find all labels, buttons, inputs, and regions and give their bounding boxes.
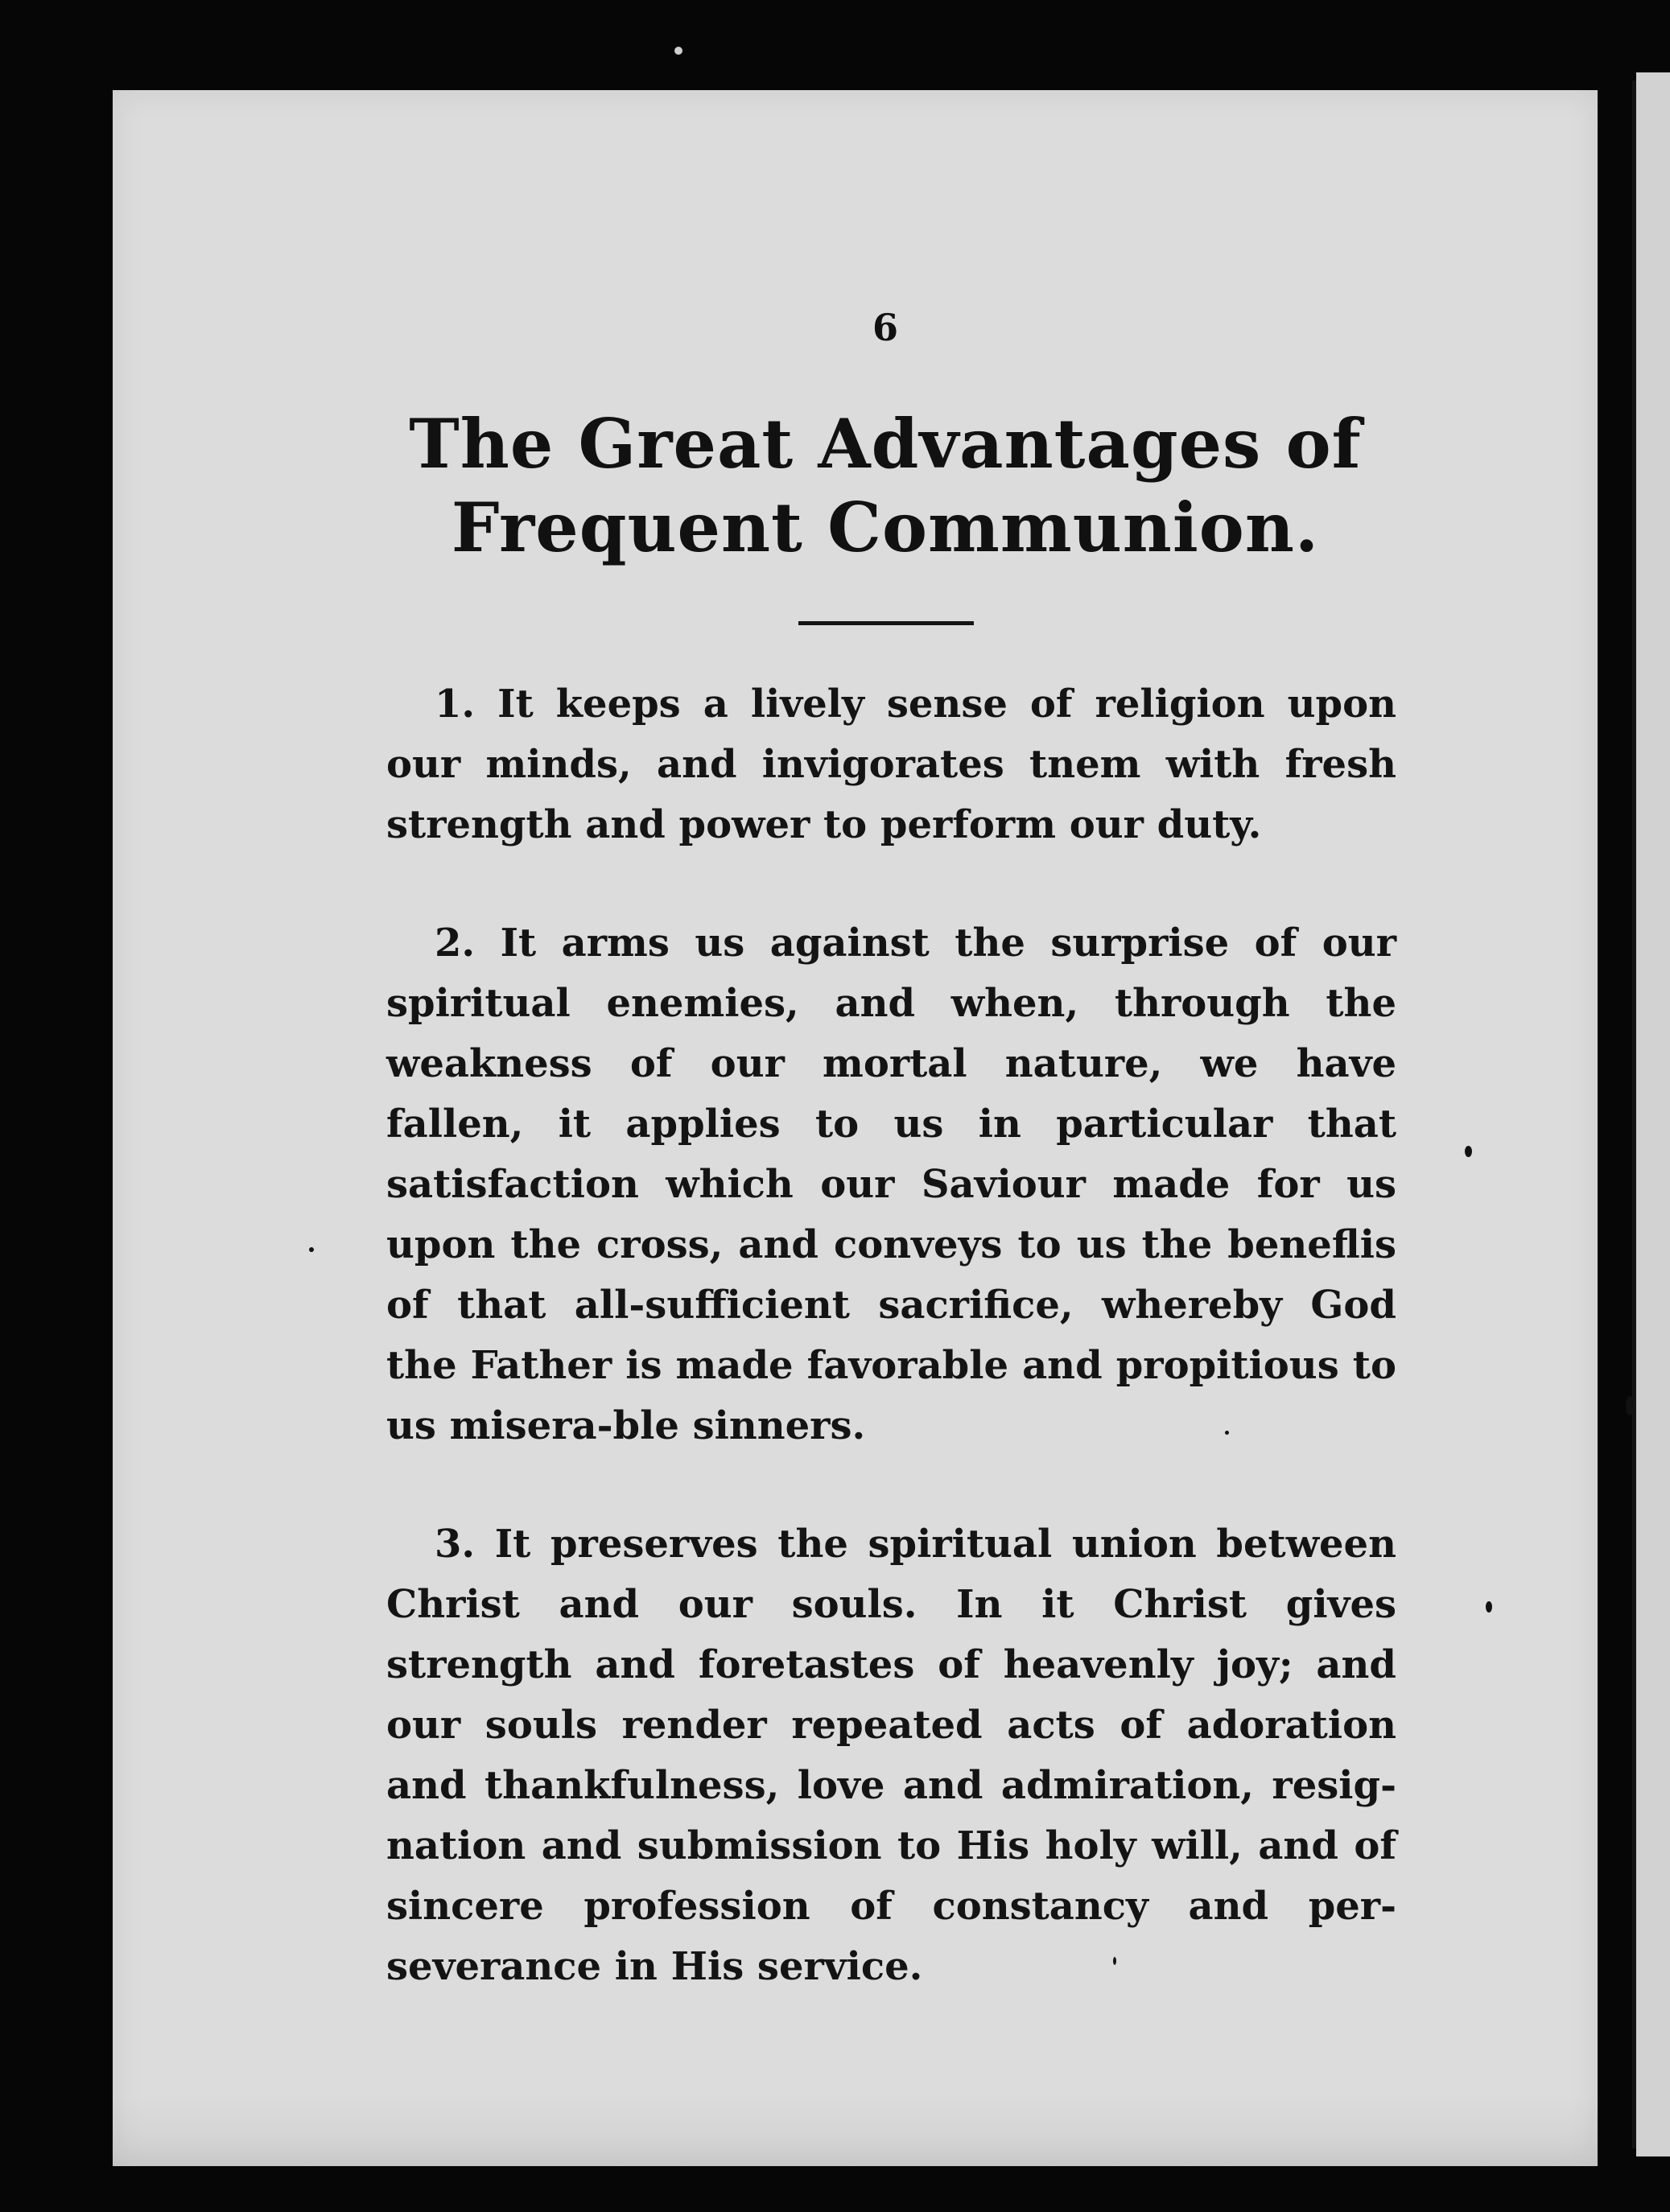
ink-speck xyxy=(1225,1431,1229,1435)
paragraph-3: 3. It preserves the spiritual union between Christ and our souls. In it Christ gives strength and foretastes of heavenly joy; and our souls render repeated acts of adoration and thankfulness, love and admiration, resig-nation and submission to His holy will, and of sincere profession of constancy and per-severance in His service. xyxy=(386,1522,1396,1989)
ink-speck xyxy=(1626,1396,1634,1415)
ink-speck xyxy=(1113,1957,1116,1965)
title-line-2: Frequent Communion. xyxy=(451,488,1320,567)
ink-speck xyxy=(1465,1146,1472,1157)
body-text xyxy=(386,674,1396,2055)
page-number: 6 xyxy=(872,306,898,349)
title-divider xyxy=(798,621,974,625)
ink-speck xyxy=(309,1247,314,1252)
paragraph-1: 1. It keeps a lively sense of religion upon our minds, and invigorates tnem with fresh strength and power to perform our duty. xyxy=(386,682,1396,847)
dust-speck xyxy=(674,47,682,55)
next-page-margin xyxy=(1636,72,1670,2156)
paragraph-2: 2. It arms us against the surprise of our spiritual enemies, and when, through the weakness of our mortal nature, we have fallen, it applies to us in particular that satisfaction which our Saviour made for us upon the cross, and conveys to us the beneflis of that all-sufficient sacrifice, whereby God the Father is made favorable and propitious to us misera-ble sinners. xyxy=(386,921,1396,1448)
page-title xyxy=(241,402,1529,570)
title-line-1: The Great Advantages of xyxy=(409,404,1362,484)
ink-speck xyxy=(1486,1601,1492,1613)
